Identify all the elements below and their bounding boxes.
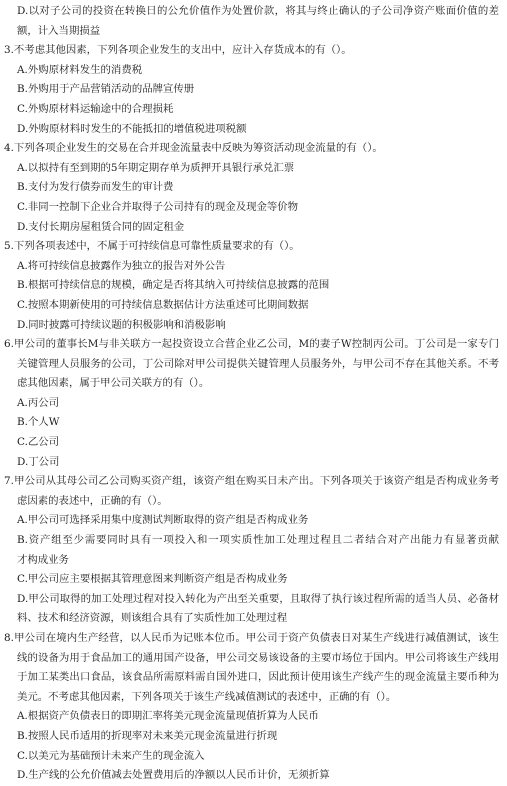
text-line: A.根据资产负债表日的即期汇率将美元现金流量现值折算为人民币: [17, 710, 319, 723]
text-line: C.非同一控制下企业合并取得子公司持有的现金及现金等价物: [17, 200, 299, 213]
text-line: 4.下列各项企业发生的交易在合并现金流量表中反映为筹资活动现金流量的有（）。: [4, 142, 383, 155]
text-line: 于加工某类出口食品，该食品所需原料需自国外进口，因此预计使用该生产线产生的现金流量主要币种为: [17, 671, 499, 684]
text-line: C.甲公司应主要根据其管理意图来判断资产组是否构成业务: [17, 573, 288, 586]
text-line: 才构成业务: [17, 553, 69, 566]
text-line: C.按照本期新使用的可持续信息数据估计方法重述可比期间数据: [17, 298, 309, 311]
text-line: D.以对子公司的投资在转换日的公允价值作为处置价款，将其与终止确认的子公司净资产账面价值的差: [17, 5, 499, 17]
text-line: 7.甲公司从其母公司乙公司购买资产组，该资产组在购买日未产出。下列各项关于该资产组是否构成业务考: [4, 475, 499, 488]
text-line: A.将可持续信息披露作为独立的报告对外公告: [17, 259, 226, 272]
text-line: B.支付为发行债券而发生的审计费: [17, 181, 174, 194]
text-line: 5.下列各项表述中，不属于可持续信息可靠性质量要求的有（）。: [4, 240, 300, 253]
text-line: A.外购原材料发生的消费税: [17, 63, 143, 76]
text-line: 6.甲公司的董事长M与非关联方一起投资设立合营企业乙公司，M的妻子W控制丙公司。丁公司是一家专门: [4, 338, 499, 351]
text-line: C.以美元为基础预计未来产生的现金流入: [17, 749, 205, 762]
text-line: C.外购原材料运输途中的合理损耗: [17, 102, 174, 115]
text-line: D.丁公司: [17, 455, 60, 468]
text-line: D.甲公司取得的加工处理过程对投入转化为产出至关重要，且取得了执行该过程所需的适当人员、必备材: [17, 592, 499, 605]
text-line: B.外购用于产品营销活动的品牌宣传册: [17, 83, 195, 96]
text-line: 虑因素的表述中，正确的有（）。: [17, 494, 168, 507]
text-line: 关键管理人员服务的公司，丁公司除对甲公司提供关键管理人员服务外，与甲公司不存在其他关系。不考: [17, 357, 499, 370]
text-line: B.按照人民币适用的折现率对未来美元现金流量进行折现: [17, 729, 278, 742]
text-line: 美元。不考虑其他因素，下列各项关于该生产线减值测试的表述中，正确的有（）。: [17, 690, 397, 703]
text-line: D.支付长期房屋租赁合同的固定租金: [17, 220, 185, 233]
text-line: C.乙公司: [17, 436, 60, 449]
text-line: 3.不考虑其他因素，下列各项企业发生的支出中，应计入存货成本的有（）。: [4, 44, 352, 57]
text-line: D.同时披露可持续议题的积极影响和消极影响: [17, 318, 226, 331]
text-line: 料、技术和经济资源，则该组合具有了实质性加工处理过程: [17, 612, 288, 625]
text-line: D.生产线的公允价值减去处置费用后的净额以人民币计价，无须折算: [17, 769, 330, 782]
text-line: D.外购原材料时发生的不能抵扣的增值税进项税额: [17, 122, 247, 135]
text-line: A.丙公司: [17, 396, 59, 409]
text-line: B.根据可持续信息的规模，确定是否将其纳入可持续信息披露的范围: [17, 279, 330, 292]
text-line: B.资产组至少需要同时具有一项投入和一项实质性加工处理过程且二者结合对产出能力有显著贡献: [17, 534, 499, 547]
text-line: A.甲公司可选择采用集中度测试判断取得的资产组是否构成业务: [17, 514, 309, 527]
text-line: 虑其他因素，属于甲公司关联方的有（）。: [17, 377, 210, 390]
text-line: 8.甲公司在境内生产经营，以人民币为记账本位币。甲公司于资产负债表日对某生产线进行减值测试，该生: [4, 632, 499, 644]
text-line: B.个人W: [17, 416, 60, 429]
text-line: A.以拟持有至到期的5年期定期存单为质押开具银行承兑汇票: [17, 161, 295, 174]
text-line: 线的设备为用于食品加工的通用国产设备，甲公司交易该设备的主要市场位于国内。甲公司将该生产线用: [17, 651, 499, 664]
text-line: 额，计入当期损益: [17, 24, 101, 37]
